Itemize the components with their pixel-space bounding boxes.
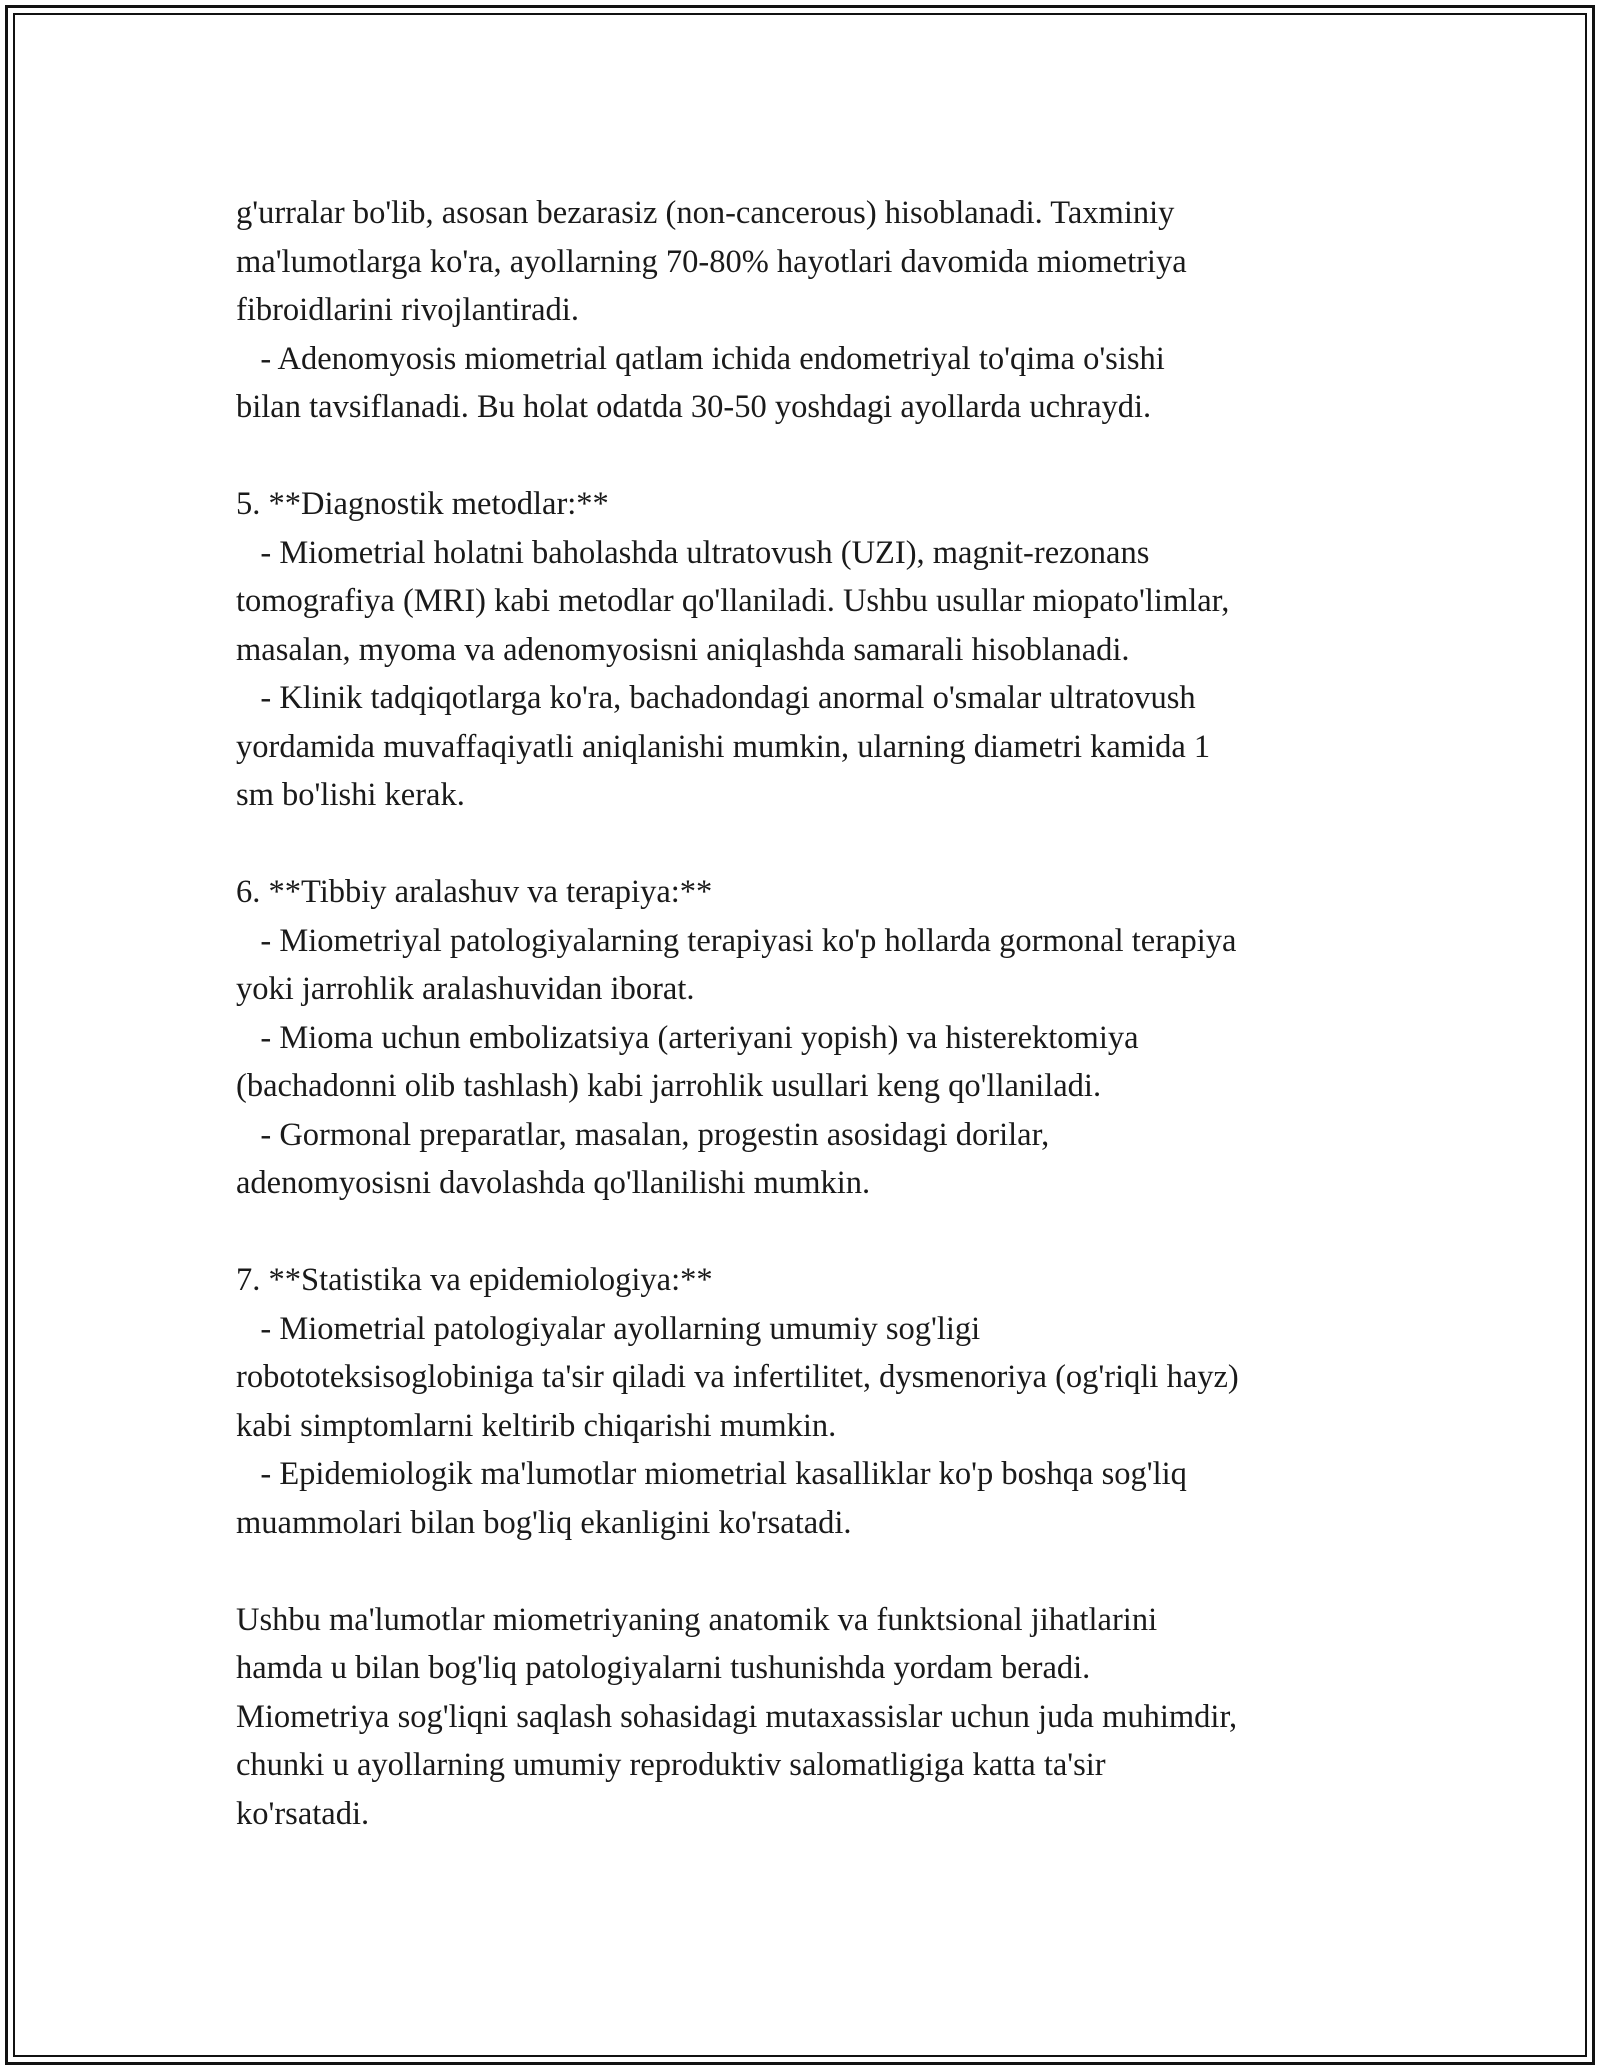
paragraph-gap [236, 432, 1386, 481]
text-line: Ushbu ma'lumotlar miometriyaning anatomik va funktsional jihatlarini [236, 1601, 1158, 1638]
text-line: bilan tavsiflanadi. Bu holat odatda 30-50 yoshdagi ayollarda uchraydi. [236, 389, 1152, 425]
text-line: - Miometriyal patologiyalarning terapiyasi ko'p hollarda gormonal terapiya [236, 922, 1237, 959]
text-line: kabi simptomlarni keltirib chiqarishi mumkin. [236, 1407, 837, 1444]
document-body [236, 189, 1386, 1838]
text-line: masalan, myoma va adenomyosisni aniqlashda samarali hisoblanadi. [236, 631, 1130, 668]
paragraph-gap [236, 1547, 1386, 1596]
text-line: chunki u ayollarning umumiy reproduktiv salomatligiga katta ta'sir [236, 1747, 1106, 1783]
text-line: (bachadonni olib tashlash) kabi jarrohlik usullari keng qo'llaniladi. [236, 1068, 1102, 1104]
text-line: adenomyosisni davolashda qo'llanilishi mumkin. [236, 1165, 871, 1201]
text-line: ko'rsatadi. [236, 1795, 370, 1832]
text-line: - Miometrial holatni baholashda ultratovush (UZI), magnit-rezonans [236, 534, 1150, 571]
text-line: ma'lumotlarga ko'ra, ayollarning 70-80% hayotlari davomida miometriya [236, 243, 1187, 280]
text-line: fibroidlarini rivojlantiradi. [236, 292, 579, 328]
section-heading: 7. **Statistika va epidemiologiya:** [236, 1262, 713, 1298]
text-line: - Klinik tadqiqotlarga ko'ra, bachadondagi anormal o'smalar ultratovush [236, 680, 1196, 716]
text-line: robototeksisoglobiniga ta'sir qiladi va infertilitet, dysmenoriya (og'riqli hayz) [236, 1359, 1239, 1395]
text-line: tomografiya (MRI) kabi metodlar qo'llaniladi. Ushbu usullar miopato'limlar, [236, 583, 1230, 619]
text-line: muammolari bilan bog'liq ekanligini ko'rsatadi. [236, 1504, 852, 1541]
paragraph-gap [236, 1208, 1386, 1257]
text-line: yordamida muvaffaqiyatli aniqlanishi mumkin, ularning diametri kamida 1 [236, 728, 1211, 765]
paragraph-gap [236, 820, 1386, 869]
text-line: - Miometrial patologiyalar ayollarning umumiy sog'ligi [236, 1310, 981, 1347]
text-line: hamda u bilan bog'liq patologiyalarni tushunishda yordam beradi. [236, 1650, 1091, 1686]
text-line: - Gormonal preparatlar, masalan, progestin asosidagi dorilar, [236, 1116, 1050, 1153]
text-line: - Mioma uchun embolizatsiya (arteriyani yopish) va histerektomiya [236, 1019, 1139, 1056]
text-line: sm bo'lishi kerak. [236, 777, 465, 813]
text-line: g'urralar bo'lib, asosan bezarasiz (non-cancerous) hisoblanadi. Taxminiy [236, 195, 1175, 231]
text-line: - Epidemiologik ma'lumotlar miometrial kasalliklar ko'p boshqa sog'liq [236, 1456, 1187, 1492]
text-line: Miometriya sog'liqni saqlash sohasidagi mutaxassislar uchun juda muhimdir, [236, 1698, 1238, 1735]
text-line: - Adenomyosis miometrial qatlam ichida endometriyal to'qima o'sishi [236, 340, 1165, 377]
section-heading: 6. **Tibbiy aralashuv va terapiya:** [236, 874, 713, 910]
text-line: yoki jarrohlik aralashuvidan iborat. [236, 971, 695, 1007]
section-heading: 5. **Diagnostik metodlar:** [236, 486, 609, 522]
